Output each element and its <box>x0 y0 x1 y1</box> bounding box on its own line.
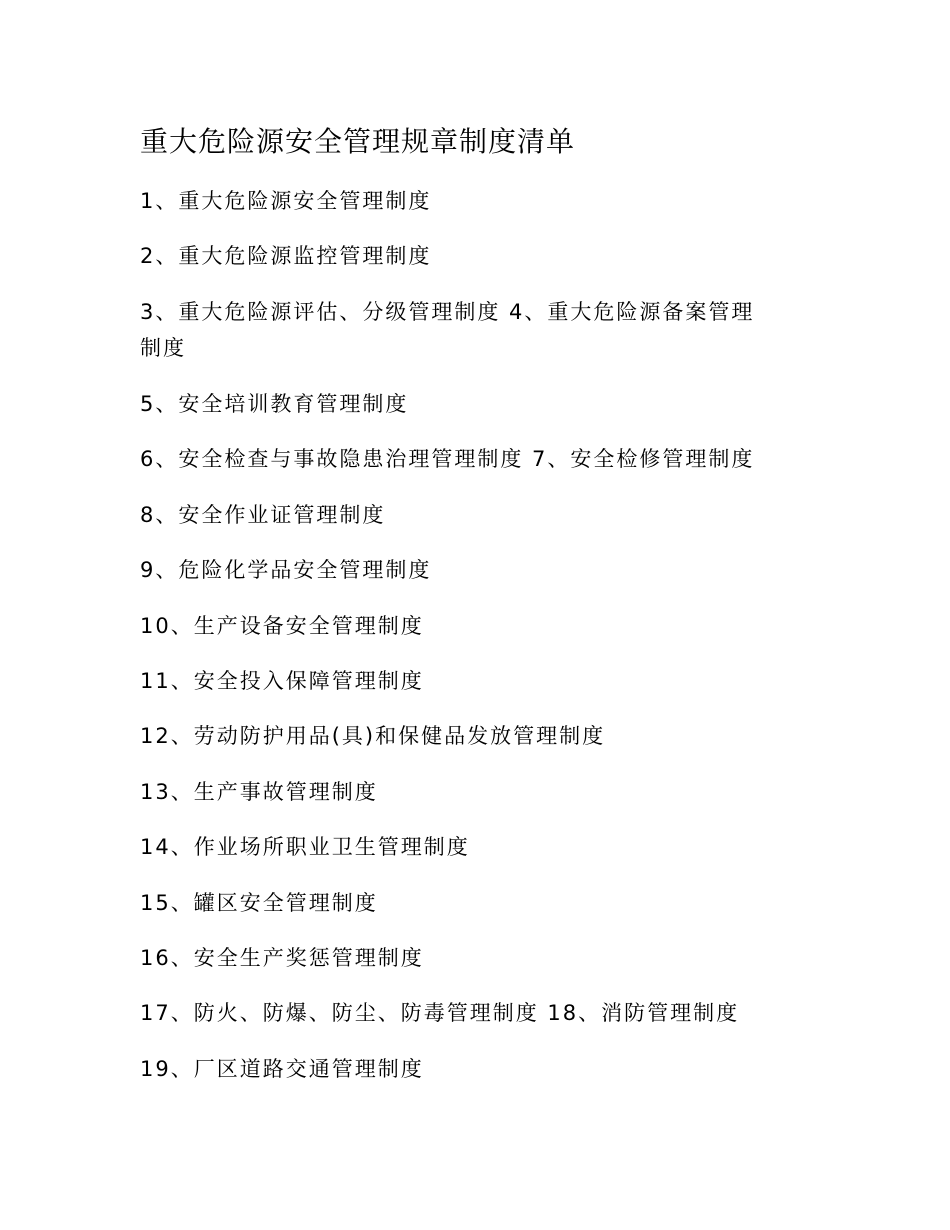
list-item: 17、防火、防爆、防尘、防毒管理制度 18、消防管理制度 <box>140 1001 740 1025</box>
list-item: 12、劳动防护用品(具)和保健品发放管理制度 <box>140 724 606 748</box>
list-item: 1、重大危险源安全管理制度 <box>140 189 432 213</box>
list-item-continuation: 制度 <box>140 336 186 360</box>
list-item: 2、重大危险源监控管理制度 <box>140 244 432 268</box>
list-item: 16、安全生产奖惩管理制度 <box>140 946 424 970</box>
list-item: 8、安全作业证管理制度 <box>140 503 386 527</box>
list-item: 15、罐区安全管理制度 <box>140 891 378 915</box>
list-item: 3、重大危险源评估、分级管理制度 4、重大危险源备案管理 <box>140 300 755 324</box>
list-item: 11、安全投入保障管理制度 <box>140 669 424 693</box>
list-item: 19、厂区道路交通管理制度 <box>140 1057 424 1081</box>
list-item: 6、安全检查与事故隐患治理管理制度 7、安全检修管理制度 <box>140 447 755 471</box>
list-item: 9、危险化学品安全管理制度 <box>140 558 432 582</box>
document-title: 重大危险源安全管理规章制度清单 <box>140 125 576 158</box>
list-item: 13、生产事故管理制度 <box>140 780 378 804</box>
list-item: 14、作业场所职业卫生管理制度 <box>140 835 470 859</box>
list-item: 10、生产设备安全管理制度 <box>140 614 424 638</box>
list-item: 5、安全培训教育管理制度 <box>140 392 409 416</box>
